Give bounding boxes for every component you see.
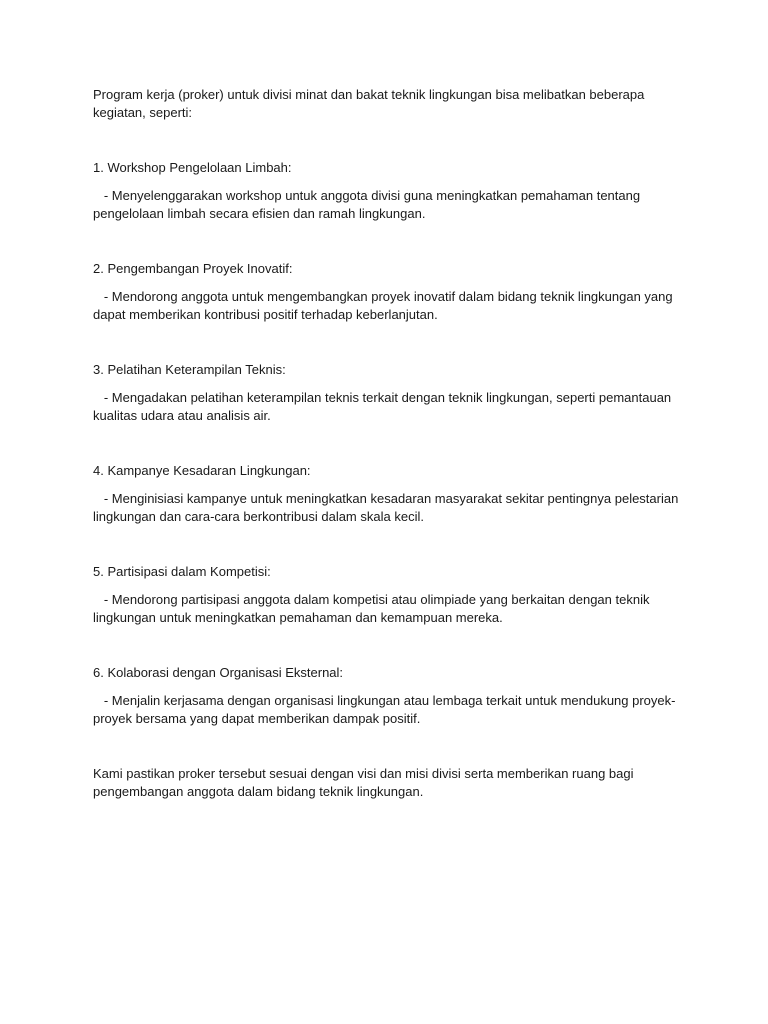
closing-paragraph: Kami pastikan proker tersebut sesuai dengan visi dan misi divisi serta memberikan ruang bagi pengembangan anggota dalam bidang teknik lingkungan. [93, 766, 638, 799]
section-1 [93, 159, 683, 223]
section-5 [93, 563, 683, 627]
section-body: - Menjalin kerjasama dengan organisasi lingkungan atau lembaga terkait untuk mendukung proyek-proyek bersama yang dapat memberikan dampak positif. [93, 693, 676, 726]
section-title: 5. Partisipasi dalam Kompetisi: [93, 564, 271, 579]
section-body: - Mengadakan pelatihan keterampilan teknis terkait dengan teknik lingkungan, seperti pemantauan kualitas udara atau analisis air. [93, 390, 675, 423]
section-4 [93, 462, 683, 526]
section-title: 1. Workshop Pengelolaan Limbah: [93, 160, 292, 175]
section-body: - Menginisiasi kampanye untuk meningkatkan kesadaran masyarakat sekitar pentingnya pelestarian lingkungan dan cara-cara berkontribusi dalam skala kecil. [93, 491, 682, 524]
intro-paragraph: Program kerja (proker) untuk divisi minat dan bakat teknik lingkungan bisa melibatkan beberapa kegiatan, seperti: [93, 87, 648, 120]
section-body: - Mendorong anggota untuk mengembangkan proyek inovatif dalam bidang teknik lingkungan yang dapat memberikan kontribusi positif terhadap keberlanjutan. [93, 289, 677, 322]
section-3 [93, 361, 683, 425]
section-title: 6. Kolaborasi dengan Organisasi Eksternal: [93, 665, 344, 680]
section-title: 4. Kampanye Kesadaran Lingkungan: [93, 463, 311, 478]
section-title: 3. Pelatihan Keterampilan Teknis: [93, 362, 286, 377]
section-6 [93, 664, 683, 728]
section-title: 2. Pengembangan Proyek Inovatif: [93, 261, 293, 276]
section-2 [93, 260, 683, 324]
section-body: - Mendorong partisipasi anggota dalam kompetisi atau olimpiade yang berkaitan dengan teknik lingkungan untuk meningkatkan pemahaman dan kemampuan mereka. [93, 592, 654, 625]
document-page [93, 86, 683, 801]
section-body: - Menyelenggarakan workshop untuk anggota divisi guna meningkatkan pemahaman tentang pengelolaan limbah secara efisien dan ramah lingkungan. [93, 188, 644, 221]
